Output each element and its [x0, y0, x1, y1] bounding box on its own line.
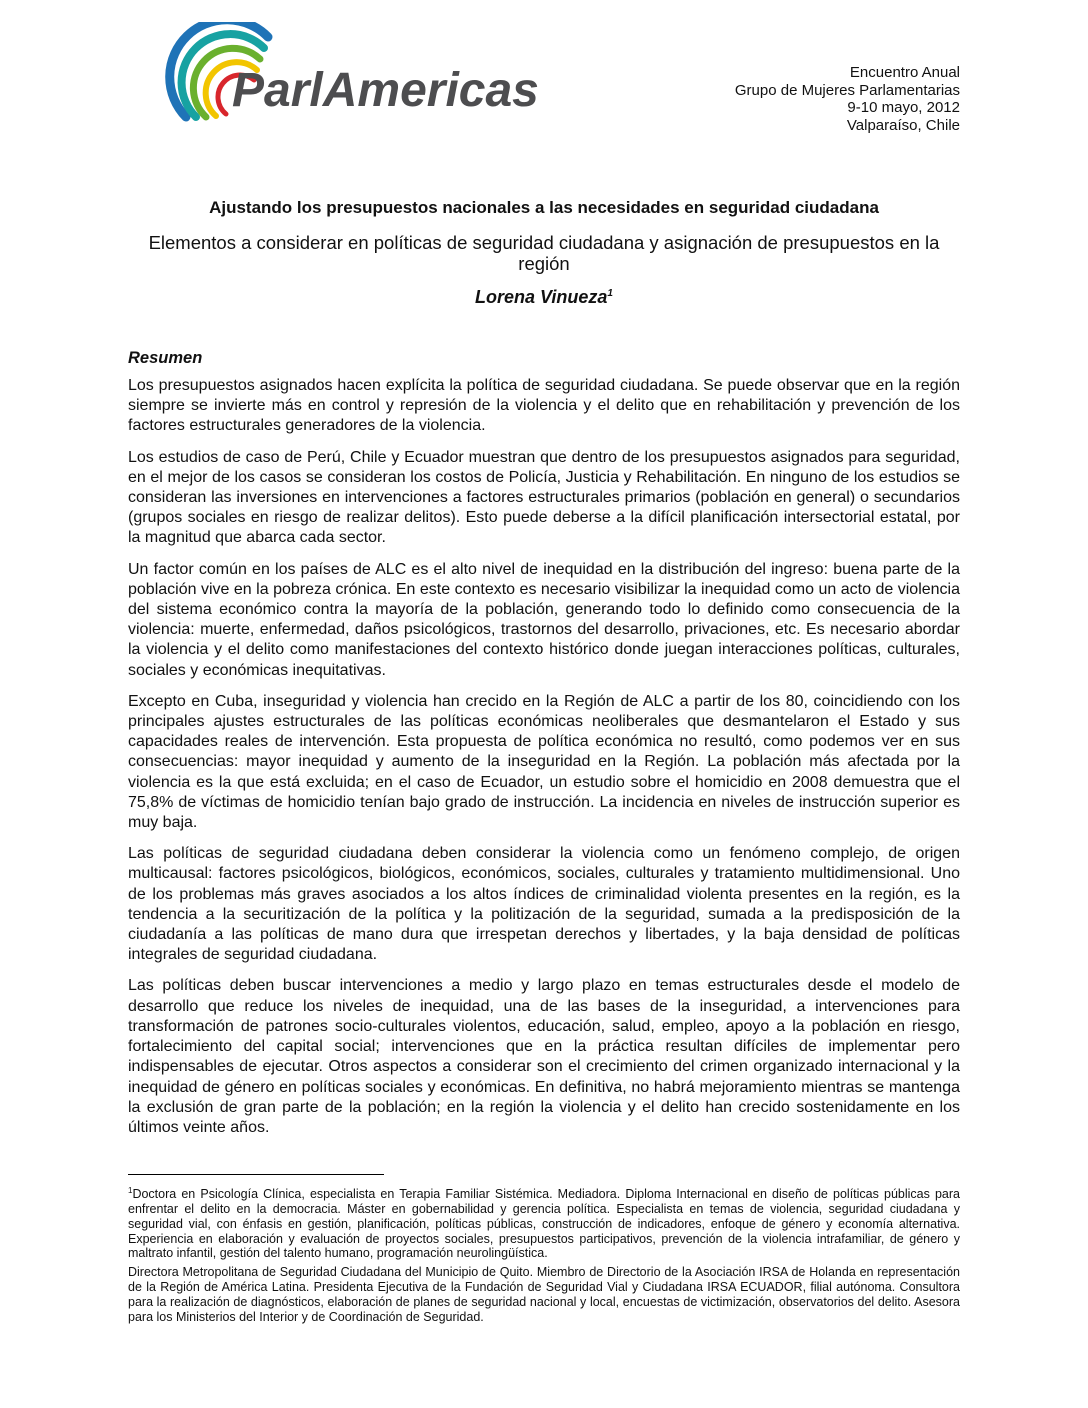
paragraph: Los presupuestos asignados hacen explícita la política de seguridad ciudadana. Se puede observar que en la región siempre se invierte más en control y represión de la violencia y el delito que en rehabilitación y prevención de los factores estructurales generadores de la violencia. — [128, 377, 960, 435]
author-footnote-marker[interactable]: 1 — [607, 288, 613, 299]
event-group: Grupo de Mujeres Parlamentarias — [734, 81, 960, 99]
paragraph: Un factor común en los países de ALC es el alto nivel de inequidad en la distribución del ingreso: buena parte de la población vive en la pobreza crónica. En este contexto es necesario visibilizar la inequidad como un acto de violencia del sistema económico contra la mayoría de la población, generando todo lo definido como consecuencia de la violencia: muerte, enfermedad, daños psicológicos, trastornos del desarrollo, privaciones, etc. Es necesario abordar la violencia y el delito como manifestaciones del contexto histórico donde juegan interacciones políticas, culturales, sociales y económicas inequitativas. — [128, 560, 960, 679]
footnotes — [128, 1184, 960, 1328]
document-title: Ajustando los presupuestos nacionales a las necesidades en seguridad ciudadana — [209, 198, 879, 217]
event-location: Valparaíso, Chile — [846, 116, 960, 134]
paragraph: Las políticas de seguridad ciudadana deben considerar la violencia como un fenómeno complejo, de origen multicausal: factores psicológicos, biológicos, económicos, sociales, culturales y tratamiento multidimensional. Uno de los problemas más graves asociados a los altos índices de criminalidad violenta presentes en la región, es la tendencia a la securitización de la política y la politización de la seguridad, sumada a la predisposición de la ciudadanía a las políticas de mano dura que irrespetan derechos y libertades, y la baja densidad de políticas integrales de seguridad ciudadana. — [128, 845, 960, 964]
footnote-1 — [128, 1184, 960, 1261]
paragraph: Los estudios de caso de Perú, Chile y Ecuador muestran que dentro de los presupuestos asignados para seguridad, en el mejor de los casos se consideran los costos de Policía, Justicia y Rehabilitación. En ninguno de los estudios se consideran las inversiones en intervenciones a factores estructurales primarios (población en general) o secundarios (grupos sociales en riesgo de realizar delitos). Esto puede deberse a la difícil planificación intersectorial estatal, por la magnitud que abarca cada sector. — [128, 448, 960, 547]
event-name: Encuentro Anual — [849, 64, 960, 81]
paragraph: Las políticas deben buscar intervenciones a medio y largo plazo en temas estructurales desde el modelo de desarrollo que reduce los niveles de inequidad, una de las bases de la inseguridad, a intervenciones para transformación de patrones socio-culturales violentos, educación, salud, empleo, apoyo a la población en riesgo, fortalecimiento del capital social; intervenciones que en la práctica resultan difíciles de implementar pero indispensables de ejecutar. Otros aspectos a considerar son el crecimiento del crimen organizado internacional y la inequidad de género en políticas sociales y económicas. En definitiva, no habrá mejoramiento mientras se mantenga la exclusión de gran parte de la población; en la región la violencia y el delito han crecido sostenidamente en los últimos veinte años. — [128, 977, 960, 1136]
footnote-continuation: Directora Metropolitana de Seguridad Ciudadana del Municipio de Quito. Miembro de Directorio de la Asociación IRSA de Holanda en representación de la Región de América Latina. Presidenta Ejecutiva de la Fundación de Seguridad Vial y Ciudadana IRSA ECUADOR, filial autónoma. Consultora para la realización de diagnósticos, elaboración de planes de seguridad nacional y local, encuestas de victimización, observatorios del delito. Asesora para los Ministerios del Interior y de Coordinación de Seguridad. — [128, 1265, 960, 1324]
logo-text: ParlAmericas — [232, 64, 539, 117]
footnote-divider — [128, 1174, 384, 1175]
author-line — [128, 287, 960, 308]
parlamericas-logo — [140, 22, 590, 122]
footnote-marker: 1 — [128, 1186, 133, 1195]
summary-section — [128, 349, 960, 1149]
logo-arcs-icon — [140, 22, 590, 122]
section-heading: Resumen — [128, 349, 203, 367]
footnote-text: Doctora en Psicología Clínica, especialista en Terapia Familiar Sistémica. Mediadora. Diploma Internacional en diseño de políticas públicas para enfrentar el delito en la democracia. Máster en gobernabilidad y gerencia política. Especialista en temas de violencia, seguridad ciudadana y seguridad vial, con énfasis en gestión, planificación, políticas públicas, construcción de indicadores, enfoque de género y economía alternativa. Experiencia en elaboración y evaluación de proyectos sociales, presupuestos participativos, prevención de la violencia intrafamiliar, de género y maltrato infantil, gestión del talento humano, programación neurolingüística. — [128, 1187, 960, 1261]
paragraph: Excepto en Cuba, inseguridad y violencia han crecido en la Región de ALC a partir de los 80, coincidiendo con los principales ajustes estructurales de las políticas económicas neoliberales que desmantelaron el Estado y sus capacidades reales de intervención. Esta propuesta de política económica no resultó, como podemos ver en sus consecuencias: mayor inequidad y aumento de la inseguridad en la Región. La población más afectada por la violencia es la que está excluida; en el caso de Ecuador, un estudio sobre el homicidio en 2008 demuestra que el 75,8% de víctimas de homicidio tenían bajo grado de instrucción. La incidencia en niveles de instrucción superior es muy baja. — [128, 692, 960, 832]
document-subtitle: Elementos a considerar en políticas de seguridad ciudadana y asignación de presupuestos en la región — [148, 232, 940, 274]
event-info — [735, 64, 960, 134]
event-date: 9-10 mayo, 2012 — [847, 99, 960, 116]
author-name: Lorena Vinueza — [475, 287, 608, 307]
